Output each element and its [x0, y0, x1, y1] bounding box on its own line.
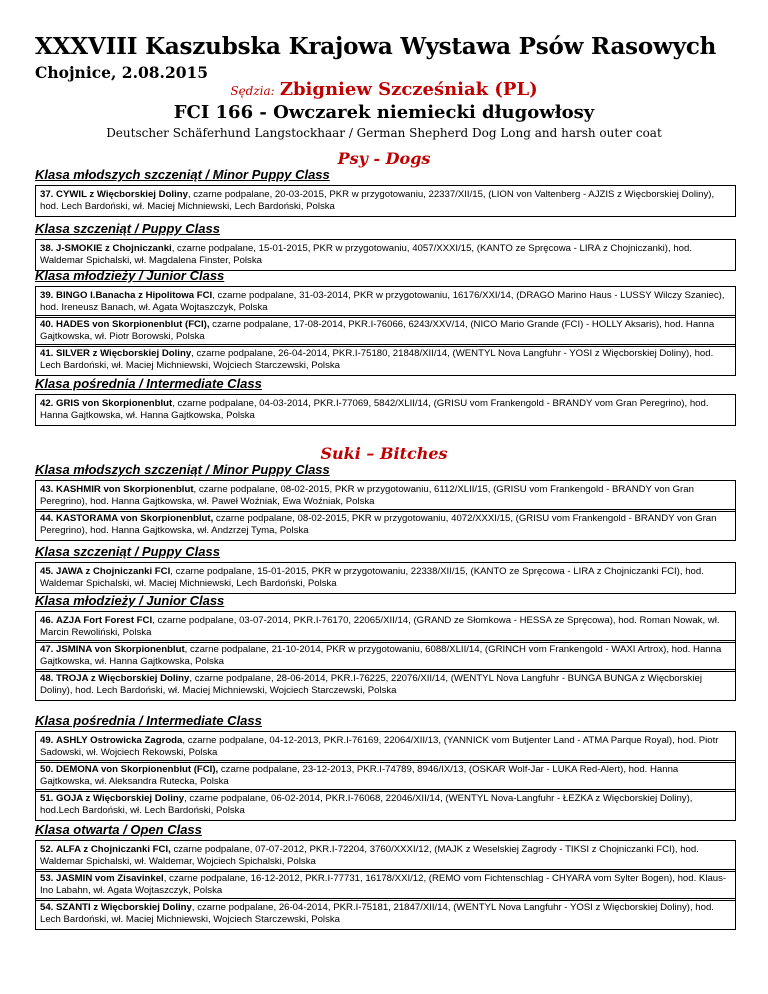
dog-name: GOJA z Więcborskiej Doliny	[56, 793, 185, 804]
class-heading: Klasa pośrednia / Intermediate Class	[35, 376, 262, 391]
entry-details: , czarne podpalane, 16-12-2012, PKR.I-77731, 16178/XXI/12, (REMO vom Fichtenschlag - CHYARA vom Sylter Bogen), hod. Klaus-Ino Labahn, wł. Agata Wojtaszczyk, Polska	[40, 873, 727, 897]
entry-row	[35, 394, 736, 426]
dog-name: J-SMOKIE z Chojniczanki	[56, 243, 172, 254]
dog-name: AZJA Fort Forest FCI	[56, 615, 153, 626]
class-heading: Klasa młodszych szczeniąt / Minor Puppy Class	[35, 167, 330, 182]
class-heading: Klasa pośrednia / Intermediate Class	[35, 713, 262, 728]
entry-number: 54.	[40, 902, 54, 913]
entry-details: , czarne podpalane, 04-03-2014, PKR.I-77069, 5842/XLII/14, (GRISU vom Frankengold - BRANDY vom Gran Peregrino), hod. Hanna Gajtkowska, wł. Hanna Gajtkowska, Polska	[40, 398, 709, 422]
entry-number: 46.	[40, 615, 54, 626]
entry-number: 43.	[40, 484, 54, 495]
entry-details: , czarne podpalane, 08-02-2015, PKR w przygotowaniu, 6112/XLII/15, (GRISU vom Frankengold - BRANDY von Gran Peregrino), hod. Hanna Gajtkowska, wł. Paweł Woźniak, Ewa Woźniak, Polska	[40, 484, 694, 508]
show-date-location: Chojnice, 2.08.2015	[35, 63, 209, 82]
entry-details: , czarne podpalane, 26-04-2014, PKR.I-75181, 21847/XII/14, (WENTYL Nova Langfuhr - YOSI z Więcborskiej Doliny), hod. Lech Bardoński, wł. Maciej Michniewski, Wojciech Starczewski, Polska	[40, 902, 714, 926]
entry-number: 39.	[40, 290, 54, 301]
entry-row	[35, 315, 736, 347]
dog-name: JAWA z Chojniczanki FCI	[56, 566, 171, 577]
class-heading: Klasa szczeniąt / Puppy Class	[35, 544, 220, 559]
dog-name: CYWIL z Więcborskiej Doliny	[56, 189, 188, 200]
dog-name: SILVER z Więcborskiej Doliny	[56, 348, 192, 359]
dog-name: DEMONA von Skorpionenblut (FCI),	[56, 764, 219, 775]
entry-details: , czarne podpalane, 21-10-2014, PKR w przygotowaniu, 6088/XLII/14, (GRINCH vom Frankengold - WAXI Artrox), hod. Hanna Gajtkowska, wł. Hanna Gajtkowska, Polska	[40, 644, 722, 668]
entry-number: 50.	[40, 764, 54, 775]
entry-details: czarne podpalane, 23-12-2013, PKR.I-74789, 8946/IX/13, (OSKAR Wolf-Jar - LUKA Red-Alert), hod. Hanna Gajtkowska, wł. Aleksandra Rutecka, Polska	[40, 764, 679, 788]
entry-details: czarne podpalane, 07-07-2012, PKR.I-72204, 3760/XXXI/12, (MAJK z Weselskiej Zagrody - TIKSI z Chojniczanki FCI), hod. Waldemar Spichalski, wł. Waldemar, Wojciech Spichalski, Polska	[40, 844, 699, 868]
entry-number: 47.	[40, 644, 54, 655]
dog-name: GRIS von Skorpionenblut	[56, 398, 173, 409]
entry-details: czarne podpalane, 17-08-2014, PKR.I-76066, 6243/XXV/14, (NICO Mario Grande (FCI) - HOLLY Aksaris), hod. Hanna Gajtkowska, wł. Piotr Borowski, Polska	[40, 319, 715, 343]
judge-label: Sędzia:	[230, 84, 275, 98]
dog-name: JASMIN vom Zisavinkel	[56, 873, 164, 884]
entry-number: 51.	[40, 793, 54, 804]
entry-row	[35, 611, 736, 643]
class-heading: Klasa młodszych szczeniąt / Minor Puppy Class	[35, 462, 330, 477]
entry-details: , czarne podpalane, 20-03-2015, PKR w przygotowaniu, 22337/XII/15, (LION von Valtenberg - AJZIS z Więcborskiej Doliny), hod. Lech Bardoński, wł. Maciej Michniewski, Lech Bardoński, Polska	[40, 189, 715, 213]
section-heading-dogs: Psy - Dogs	[337, 149, 431, 168]
entry-details: , czarne podpalane, 31-03-2014, PKR w przygotowaniu, 16176/XXI/14, (DRAGO Marino Haus - LUSSY Wilczy Szaniec), hod. Ireneusz Banach, wł. Agata Wojtaszczyk, Polska	[40, 290, 725, 314]
dog-name: JSMINA von Skorpionenblut	[56, 644, 185, 655]
breed-title: FCI 166 - Owczarek niemiecki długowłosy	[173, 102, 595, 123]
entry-details: , czarne podpalane, 15-01-2015, PKR w przygotowaniu, 4057/XXXI/15, (KANTO ze Spręcowa - LIRA z Chojniczanki), hod. Waldemar Spichalski, wł. Magdalena Finster, Polska	[40, 243, 692, 267]
dog-name: ASHLY Ostrowicka Zagroda	[56, 735, 183, 746]
entry-row	[35, 509, 736, 541]
dog-name: HADES von Skorpionenblut (FCI),	[56, 319, 210, 330]
entry-details: , czarne podpalane, 03-07-2014, PKR.I-76170, 22065/XII/14, (GRAND ze Słomkowa - HESSA ze Spręcowa), hod. Roman Nowak, wł. Marcin Rewoliński, Polska	[40, 615, 720, 639]
entry-number: 40.	[40, 319, 54, 330]
entry-details: czarne podpalane, 08-02-2015, PKR w przygotowaniu, 4072/XXXI/15, (GRISU vom Frankengold - BRANDY von Gran Peregrino), hod. Hanna Gajtkowska, wł. Andzrzej Tyma, Polska	[40, 513, 717, 537]
entry-number: 48.	[40, 673, 54, 684]
dog-name: TROJA z Więcborskiej Doliny	[56, 673, 190, 684]
entry-number: 53.	[40, 873, 54, 884]
entry-row	[35, 239, 736, 271]
entry-number: 38.	[40, 243, 54, 254]
entry-details: , czarne podpalane, 04-12-2013, PKR.I-76169, 22064/XII/13, (YANNICK vom Butjenter Land - ATMA Parque Royal), hod. Piotr Sadowski, wł. Wojciech Rekowski, Polska	[40, 735, 719, 759]
entry-details: , czarne podpalane, 15-01-2015, PKR w przygotowaniu, 22338/XII/15, (KANTO ze Spręcowa - LIRA z Chojniczanki FCI), hod. Waldemar Spichalski, wł. Maciej Michniewski, Lech Bardoński, Polska	[40, 566, 704, 590]
entry-row	[35, 640, 736, 672]
entry-row	[35, 731, 736, 763]
entry-details: , czarne podpalane, 28-06-2014, PKR.I-76225, 22076/XII/14, (WENTYL Nova Langfuhr - BUNGA BUNGA z Więcborskiej Doliny), hod. Lech Bardoński, wł. Maciej Michniewski, Wojciech Starczewski, Polska	[40, 673, 703, 697]
judge-name: Zbigniew Szcześniak (PL)	[279, 79, 538, 100]
class-heading: Klasa otwarta / Open Class	[35, 822, 202, 837]
entry-row	[35, 344, 736, 376]
class-heading: Klasa młodzieży / Junior Class	[35, 593, 225, 608]
entry-number: 45.	[40, 566, 54, 577]
page-title: XXXVIII Kaszubska Krajowa Wystawa Psów Rasowych	[35, 33, 717, 60]
entry-row	[35, 185, 736, 217]
entry-row	[35, 869, 736, 901]
entry-row	[35, 562, 736, 594]
entry-details: , czarne podpalane, 26-04-2014, PKR.I-75180, 21848/XII/14, (WENTYL Nova Langfuhr - YOSI z Więcborskiej Doliny), hod. Lech Bardoński, wł. Maciej Michniewski, Wojciech Starczewski, Polska	[40, 348, 714, 372]
dog-name: ALFA z Chojniczanki FCI,	[56, 844, 171, 855]
entry-row	[35, 760, 736, 792]
entry-number: 49.	[40, 735, 54, 746]
class-heading: Klasa szczeniąt / Puppy Class	[35, 221, 220, 236]
entry-details: , czarne podpalane, 06-02-2014, PKR.I-76068, 22046/XII/14, (WENTYL Nova-Langfuhr - ŁEZKA z Więcborskiej Doliny), hod.Lech Bardoński, wł. Lech Bardoński, Polska	[40, 793, 693, 817]
entry-row	[35, 840, 736, 872]
section-heading-bitches: Suki – Bitches	[320, 444, 448, 463]
entry-number: 41.	[40, 348, 54, 359]
entry-row	[35, 789, 736, 821]
judge-line	[0, 79, 768, 100]
entry-number: 52.	[40, 844, 54, 855]
dog-name: KASTORAMA von Skorpionenblut,	[56, 513, 214, 524]
dog-name: KASHMIR von Skorpionenblut	[56, 484, 194, 495]
entry-row	[35, 898, 736, 930]
breed-subtitle: Deutscher Schäferhund Langstockhaar / German Shepherd Dog Long and harsh outer coat	[106, 126, 662, 140]
entry-row	[35, 480, 736, 512]
dog-name: SZANTI z Więcborskiej Doliny	[56, 902, 192, 913]
dog-name: BINGO I.Banacha z Hipolitowa FCI	[56, 290, 213, 301]
entry-row	[35, 669, 736, 701]
class-heading: Klasa młodzieży / Junior Class	[35, 268, 225, 283]
entry-number: 37.	[40, 189, 54, 200]
entry-row	[35, 286, 736, 318]
entry-number: 44.	[40, 513, 54, 524]
entry-number: 42.	[40, 398, 54, 409]
